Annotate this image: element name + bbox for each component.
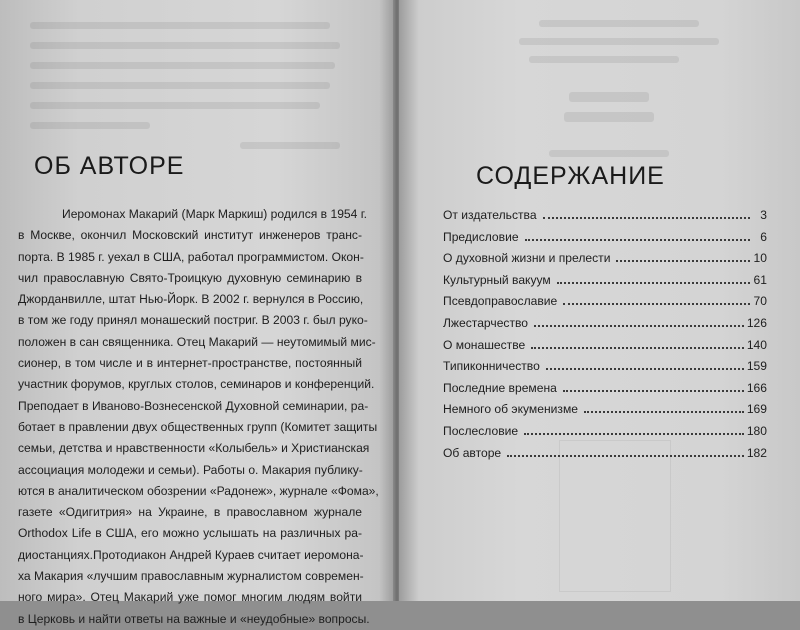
toc-entry-title: Культурный вакуум [443,272,551,287]
bio-line: газете «Одигитрия» на Украине, в православном журнале [18,505,362,520]
dot-leader [616,259,750,262]
bleed-through-line [30,82,330,89]
dot-leader [531,346,744,349]
toc-entry-title: Псевдоправославие [443,294,558,309]
toc-entry [443,251,767,273]
bio-line: ного мира». Отец Макарий уже помог многим людям войти [18,590,362,605]
bleed-through-line [30,22,330,29]
bleed-through-line [529,56,679,63]
bio-line: Orthodox Life в США, его можно услышать на различных ра- [18,526,362,541]
dot-leader [534,324,744,327]
bio-line: ха Макария «лучшим православным журналистом современ- [18,569,364,584]
bleed-through-line [30,42,340,49]
bio-line: участник форумов, круглых столов, семинаров и конференций. [18,377,375,392]
toc-entry [443,230,767,252]
bio-line: в Церковь и найти ответы на важные и «неудобные» вопросы. [18,611,370,626]
bio-line: ботает в правлении двух общественных групп (Комитет защиты [18,419,378,434]
bleed-through-line [30,62,335,69]
toc-entry-page: 180 [746,423,767,438]
toc-entry-title: Последние времена [443,380,557,395]
toc-entry-page: 166 [746,380,767,395]
toc-entry-title: От издательства [443,208,537,222]
toc-entry [443,381,767,403]
dot-leader [584,410,744,413]
dot-leader [507,454,744,457]
bio-line: порта. В 1985 г. уехал в США, работал программистом. Окон- [18,249,364,264]
toc-entry-title: О духовной жизни и прелести [443,251,611,266]
toc-entry [443,316,767,338]
bleed-through-line [549,150,669,157]
toc-entry [443,359,767,381]
left-page [0,0,395,626]
toc-entry-page: 126 [746,315,767,330]
bio-line: положен в сан священника. Отец Макарий — неутомимый мис- [18,334,376,349]
bleed-through-line [539,20,699,27]
toc-entry [443,424,767,446]
toc-entry-page: 6 [760,229,767,244]
bio-line: сионер, в том числе и в интернет-пространстве, постоянный [18,356,362,371]
toc-entry-page: 10 [753,251,767,266]
dot-leader [525,238,750,241]
about-author-title: ОБ АВТОРЕ [34,152,185,180]
bio-line: в том же году принял монашеский постриг. В 2003 г. был руко- [18,313,368,328]
dot-leader [546,367,744,370]
toc-entry-title: Немного об экуменизме [443,402,578,417]
toc-entry-title: Послесловие [443,423,519,438]
toc-entry-title: О монашестве [443,337,526,352]
toc-entry-page: 182 [746,445,767,460]
bio-line: в Москве, окончил Московский институт инженеров транс- [18,228,362,243]
toc-entry-title: Об авторе [443,445,502,460]
bleed-through-line [564,112,654,122]
bleed-through-line [569,92,649,102]
table-of-contents [443,208,767,467]
toc-entry [443,273,767,295]
contents-title: СОДЕРЖАНИЕ [476,162,665,190]
dot-leader [524,432,744,435]
dot-leader [563,302,750,305]
toc-entry-page: 140 [746,337,767,352]
bio-line: Преподает в Иваново-Вознесенской Духовной семинарии, ра- [18,398,369,413]
toc-entry-page: 70 [753,294,767,309]
bleed-through-line [519,38,719,45]
bio-line: семьи, детства и нравственности «Колыбель» и Христианская [18,441,370,456]
toc-entry-page: 3 [760,208,767,222]
bio-line: ассоциация молодежи и семьи). Работы о. Макария публику- [18,462,363,477]
toc-entry [443,338,767,360]
bio-line: ются в аналитическом обозрении «Радонеж», журнале «Фома», [18,483,379,498]
bleed-through-line [240,142,340,149]
toc-entry-title: Предисловие [443,229,519,244]
bio-line: чил православную Свято-Троицкую духовную семинарию в [18,270,362,285]
bio-line: Иеромонах Макарий (Марк Маркиш) родился в 1954 г. [62,207,368,221]
toc-entry-page: 159 [746,359,767,374]
toc-entry [443,446,767,468]
toc-entry [443,402,767,424]
toc-entry [443,294,767,316]
toc-entry-title: Лжестарчество [443,315,529,330]
toc-entry [443,208,767,230]
bleed-through-line [30,122,150,129]
dot-leader [543,216,750,219]
author-biography [18,204,379,630]
toc-entry-title: Типиконничество [443,359,540,374]
toc-entry-page: 61 [753,272,767,287]
bio-line: Джорданвилле, штат Нью-Йорк. В 2002 г. вернулся в Россию, [18,292,364,307]
toc-entry-page: 169 [746,402,767,417]
bio-line: диостанциях.Протодиакон Андрей Кураев считает иеромона- [18,547,364,562]
dot-leader [563,389,744,392]
bleed-through-line [30,102,320,109]
dot-leader [557,281,750,284]
